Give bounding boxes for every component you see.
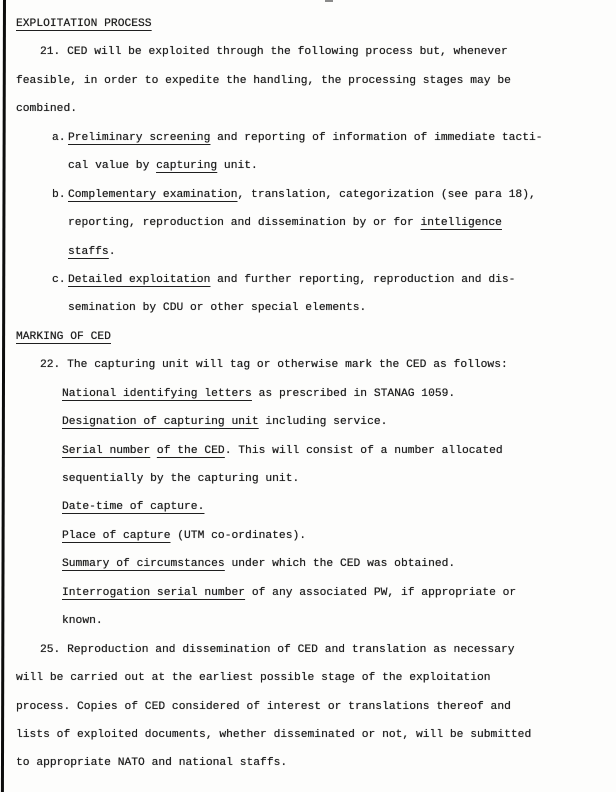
text-segment: to appropriate NATO and national staffs. (16, 757, 288, 770)
text-line (0, 209, 616, 237)
text-segment: process. Copies of CED considered of interest or translations thereof and (16, 700, 511, 713)
text-segment: and further reporting, reproduction and dis- (210, 273, 516, 286)
text-line (0, 380, 616, 408)
text-line (0, 579, 616, 607)
section-heading (0, 10, 616, 38)
text-segment: . (108, 245, 116, 258)
underlined-text: Interrogation serial number (62, 586, 246, 599)
underlined-text: capturing (156, 160, 218, 173)
underlined-text: Preliminary screening (68, 131, 211, 144)
text-segment: combined. (16, 103, 78, 116)
text-line (0, 95, 616, 123)
text-line (0, 67, 616, 95)
text-line (0, 721, 616, 749)
text-segment: will be carried out at the earliest possible stage of the exploitation (16, 672, 491, 685)
text-line (0, 152, 616, 180)
text-segment: feasible, in order to expedite the handling, the processing stages may be (16, 74, 511, 87)
text-segment: known. (62, 615, 103, 628)
underlined-text: Complementary examination (68, 188, 238, 201)
underlined-text: EXPLOITATION PROCESS (16, 18, 152, 30)
text-segment: 22. The capturing unit will tag or otherwise mark the CED as follows: (40, 359, 508, 372)
text-segment: semination by CDU or other special elements. (68, 302, 367, 315)
underlined-text: intelligence (420, 217, 502, 230)
text-line (0, 437, 616, 465)
text-line (0, 238, 616, 266)
text-line (0, 550, 616, 578)
underlined-text: Place of capture (62, 529, 171, 542)
page-lines (0, 10, 616, 778)
underlined-text: of the CED (156, 444, 225, 457)
text-line (0, 294, 616, 322)
text-line (0, 522, 616, 550)
text-line (0, 493, 616, 521)
text-segment: as prescribed in STANAG 1059. (251, 387, 456, 400)
list-marker: a. (52, 131, 66, 144)
text-segment: 21. CED will be exploited through the following process but, whenever (40, 46, 508, 59)
text-line (0, 351, 616, 379)
list-marker: b. (52, 188, 66, 201)
text-line (0, 465, 616, 493)
text-line (0, 408, 616, 436)
underlined-text: Date-time of capture. (62, 501, 205, 514)
text-line (0, 607, 616, 635)
text-segment: 25. Reproduction and dissemination of CED and translation as necessary (40, 643, 515, 656)
underlined-text: Designation of capturing unit (62, 416, 259, 429)
text-segment: and reporting of information of immediate tacti- (210, 131, 543, 144)
underlined-text: Summary of circumstances (62, 558, 225, 571)
text-segment: (UTM co-ordinates). (170, 529, 307, 542)
text-line (0, 749, 616, 777)
underlined-text: MARKING OF CED (16, 330, 111, 343)
text-segment: . This will consist of a number allocated (224, 444, 503, 457)
text-segment: , translation, categorization (see para 18), (237, 188, 536, 201)
underlined-text: staffs (68, 245, 109, 258)
text-segment: lists of exploited documents, whether disseminated or not, will be submitted (16, 728, 532, 741)
list-marker: c. (52, 273, 66, 286)
text-line (0, 266, 616, 294)
underlined-text: Serial number (62, 444, 151, 457)
text-line (0, 664, 616, 692)
underlined-text: National identifying letters (62, 387, 252, 400)
text-segment: of any associated PW, if appropriate or (245, 586, 517, 599)
text-segment: under which the CED was obtained. (224, 558, 456, 571)
text-segment: unit. (217, 160, 258, 173)
scan-speck (325, 0, 333, 2)
text-segment: reporting, reproduction and dissemination by or for (68, 217, 421, 230)
text-line (0, 636, 616, 664)
text-line (0, 38, 616, 66)
text-line (0, 181, 616, 209)
underlined-text: Detailed exploitation (68, 273, 211, 286)
section-heading (0, 323, 616, 351)
text-segment: cal value by (68, 160, 157, 173)
text-line (0, 693, 616, 721)
text-segment: including service. (258, 416, 388, 429)
text-line (0, 124, 616, 152)
text-segment (150, 445, 157, 457)
text-segment: sequentially by the capturing unit. (62, 473, 300, 485)
